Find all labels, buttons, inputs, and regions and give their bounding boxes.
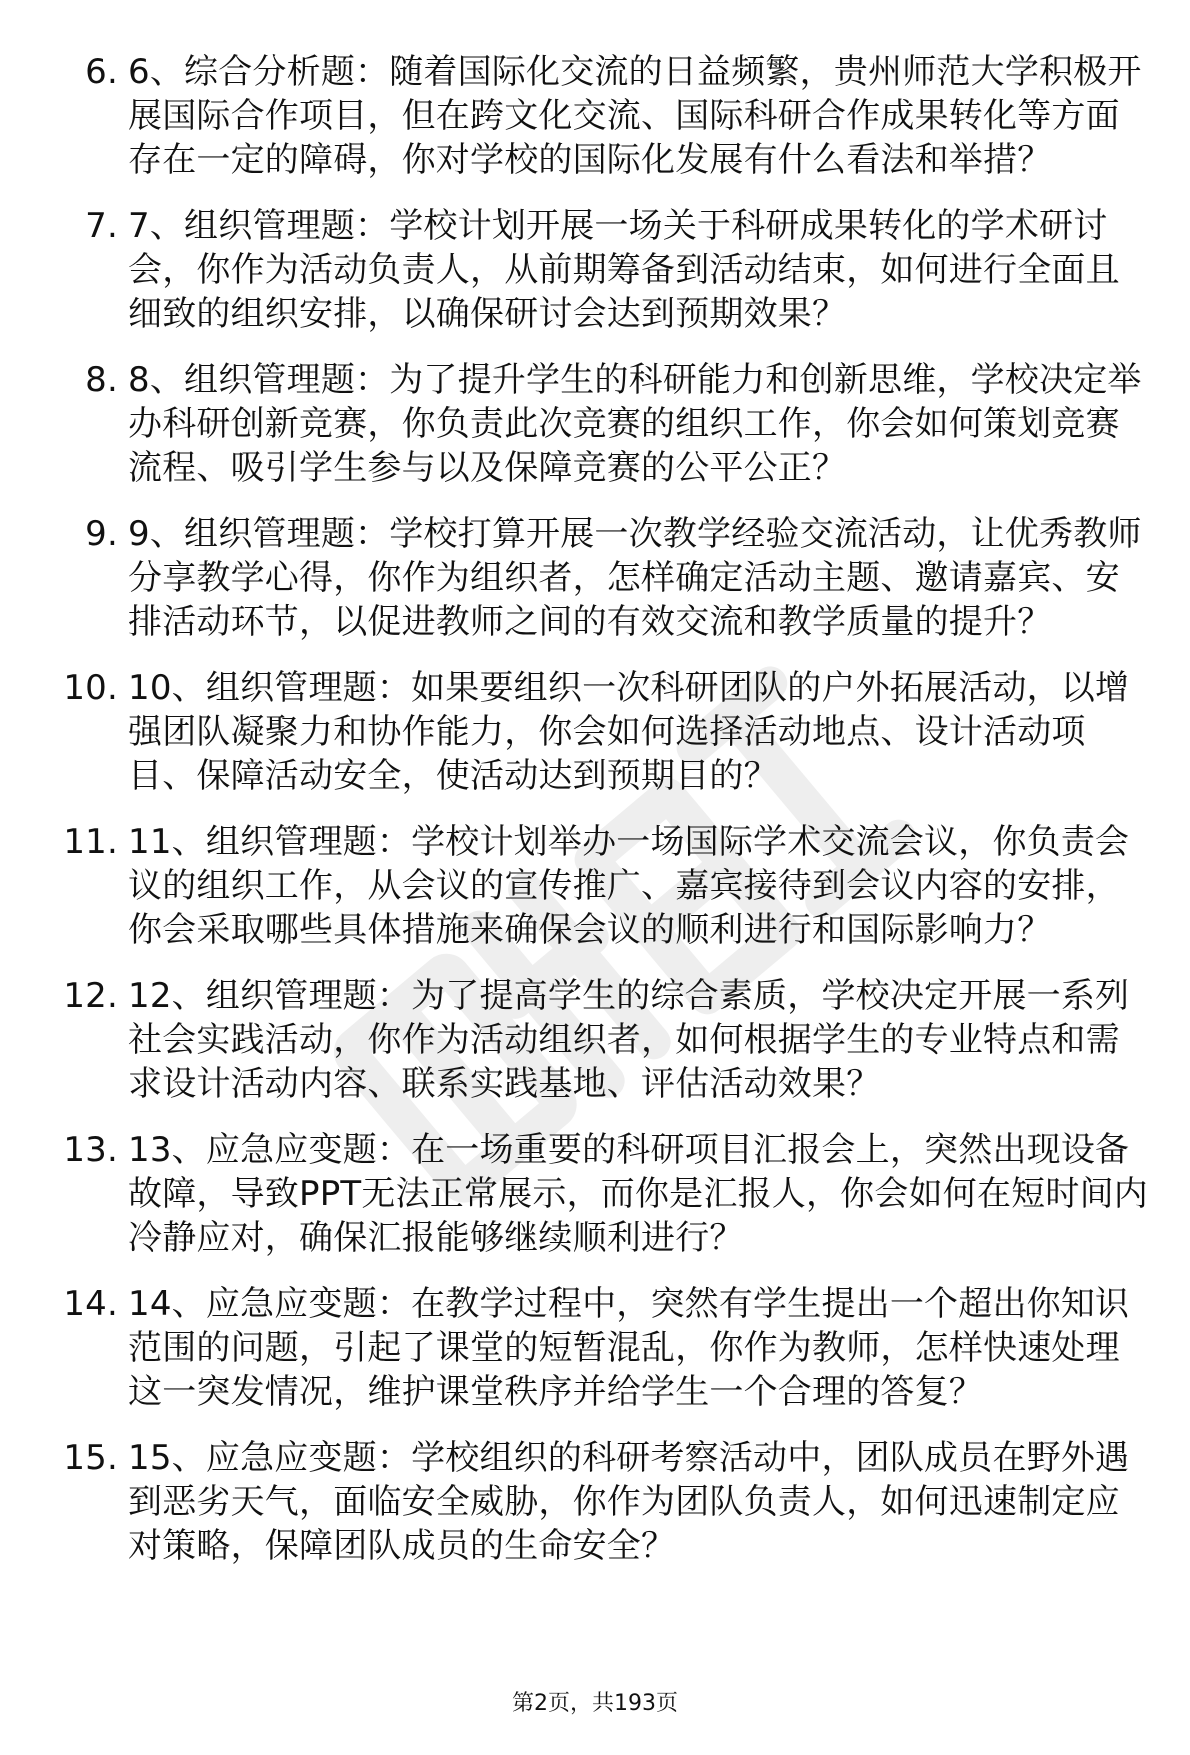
list-item: [0, 1436, 1190, 1568]
item-number: 13.: [63, 1130, 118, 1170]
item-text: 12、组织管理题：为了提高学生的综合素质，学校决定开展一系列社会实践活动，你作为活动组织者，如何根据学生的专业特点和需求设计活动内容、联系实践基地、评估活动效果？: [128, 976, 1130, 1104]
item-number: 15.: [63, 1438, 118, 1478]
item-number: 7.: [85, 206, 118, 246]
item-number: 9.: [85, 514, 118, 554]
item-text: 9、组织管理题：学校打算开展一次教学经验交流活动，让优秀教师分享教学心得，你作为组织者，怎样确定活动主题、邀请嘉宾、安排活动环节，以促进教师之间的有效交流和教学质量的提升？: [128, 514, 1142, 642]
item-text: 14、应急应变题：在教学过程中，突然有学生提出一个超出你知识范围的问题，引起了课堂的短暂混乱，你作为教师，怎样快速处理这一突发情况，维护课堂秩序并给学生一个合理的答复？: [128, 1284, 1130, 1412]
list-item: [0, 666, 1190, 798]
item-number: 12.: [63, 976, 118, 1016]
list-item: [0, 1128, 1190, 1260]
item-number: 11.: [63, 822, 118, 862]
item-number: 6.: [85, 52, 118, 92]
question-list: [0, 50, 1190, 1590]
list-item: [0, 820, 1190, 952]
item-number: 10.: [63, 668, 118, 708]
list-item: [0, 358, 1190, 490]
item-text: 8、组织管理题：为了提升学生的科研能力和创新思维，学校决定举办科研创新竞赛，你负责此次竞赛的组织工作，你会如何策划竞赛流程、吸引学生参与以及保障竞赛的公平公正？: [128, 360, 1142, 488]
list-item: [0, 1282, 1190, 1414]
item-text: 10、组织管理题：如果要组织一次科研团队的户外拓展活动，以增强团队凝聚力和协作能力，你会如何选择活动地点、设计活动项目、保障活动安全，使活动达到预期目的？: [128, 668, 1130, 796]
item-text: 15、应急应变题：学校组织的科研考察活动中，团队成员在野外遇到恶劣天气，面临安全威胁，你作为团队负责人，如何迅速制定应对策略，保障团队成员的生命安全？: [128, 1438, 1130, 1566]
list-item: [0, 974, 1190, 1106]
item-text: 13、应急应变题：在一场重要的科研项目汇报会上，突然出现设备故障，导致PPT无法正常展示，而你是汇报人，你会如何在短时间内冷静应对，确保汇报能够继续顺利进行？: [128, 1130, 1148, 1258]
page-number: 第2页，共193页: [512, 1691, 678, 1716]
list-item: [0, 204, 1190, 336]
list-item: [0, 50, 1190, 182]
item-text: 7、组织管理题：学校计划开展一场关于科研成果转化的学术研讨会，你作为活动负责人，从前期筹备到活动结束，如何进行全面且细致的组织安排，以确保研讨会达到预期效果？: [128, 206, 1120, 334]
item-number: 8.: [85, 360, 118, 400]
item-text: 11、组织管理题：学校计划举办一场国际学术交流会议，你负责会议的组织工作，从会议的宣传推广、嘉宾接待到会议内容的安排，你会采取哪些具体措施来确保会议的顺利进行和国际影响力？: [128, 822, 1130, 950]
list-item: [0, 512, 1190, 644]
item-number: 14.: [63, 1284, 118, 1324]
item-text: 6、综合分析题：随着国际化交流的日益频繁，贵州师范大学积极开展国际合作项目，但在跨文化交流、国际科研合作成果转化等方面存在一定的障碍，你对学校的国际化发展有什么看法和举措？: [128, 52, 1142, 180]
